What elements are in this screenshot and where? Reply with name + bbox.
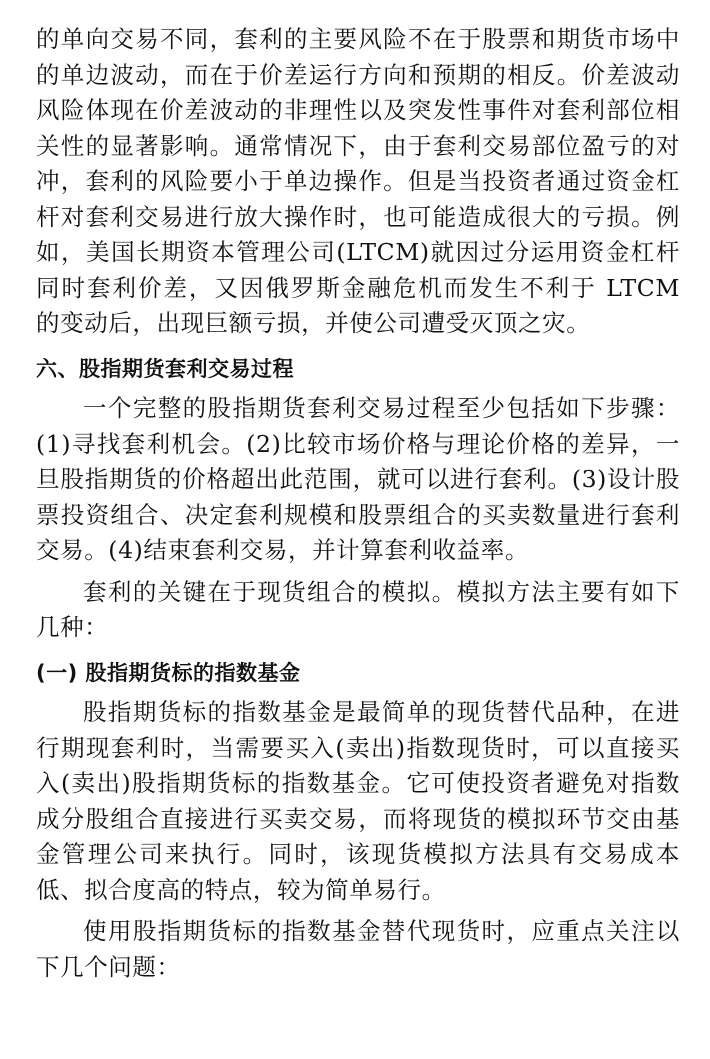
section-heading-arbitrage-process: 六、股指期货套利交易过程 [36, 356, 294, 381]
subsection-heading-index-fund: (一) 股指期货标的指数基金 [36, 660, 301, 685]
paragraph-simulation-methods: 套利的关键在于现货组合的模拟。模拟方法主要有如下几种： [36, 577, 680, 641]
paragraph-index-fund-issues: 使用股指期货标的指数基金替代现货时，应重点关注以下几个问题： [36, 917, 680, 981]
paragraph-arbitrage-risk: 的单向交易不同，套利的主要风险不在于股票和期货市场中的单边波动，而在于价差运行方向和预期的相反。价差波动风险体现在价差波动的非理性以及突发性事件对套利部位相关性的显著影响。通常情况下，由于套利交易部位盈亏的对冲，套利的风险要小于单边操作。但是当投资者通过资金杠杆对套利交易进行放大操作时，也可能造成很大的亏损。例如，美国长期资本管理公司(LTCM)就因过分运用资金杠杆同时套利价差，又因俄罗斯金融危机而发生不利于 LTCM 的变动后，出现巨额亏损，并使公司遭受灭顶之灾。 [36, 25, 680, 337]
paragraph-arbitrage-steps: 一个完整的股指期货套利交易过程至少包括如下步骤：(1)寻找套利机会。(2)比较市场价格与理论价格的差异，一旦股指期货的价格超出此范围，就可以进行套利。(3)设计股票投资组合、决定套利规模和股票组合的买卖数量进行套利交易。(4)结束套利交易，并计算套利收益率。 [36, 394, 680, 564]
paragraph-index-fund: 股指期货标的指数基金是最简单的现货替代品种，在进行期现套利时，当需要买入(卖出)指数现货时，可以直接买入(卖出)股指期货标的指数基金。它可使投资者避免对指数成分股组合直接进行买卖交易，而将现货的模拟环节交由基金管理公司来执行。同时，该现货模拟方法具有交易成本低、拟合度高的特点，较为简单易行。 [36, 698, 680, 904]
